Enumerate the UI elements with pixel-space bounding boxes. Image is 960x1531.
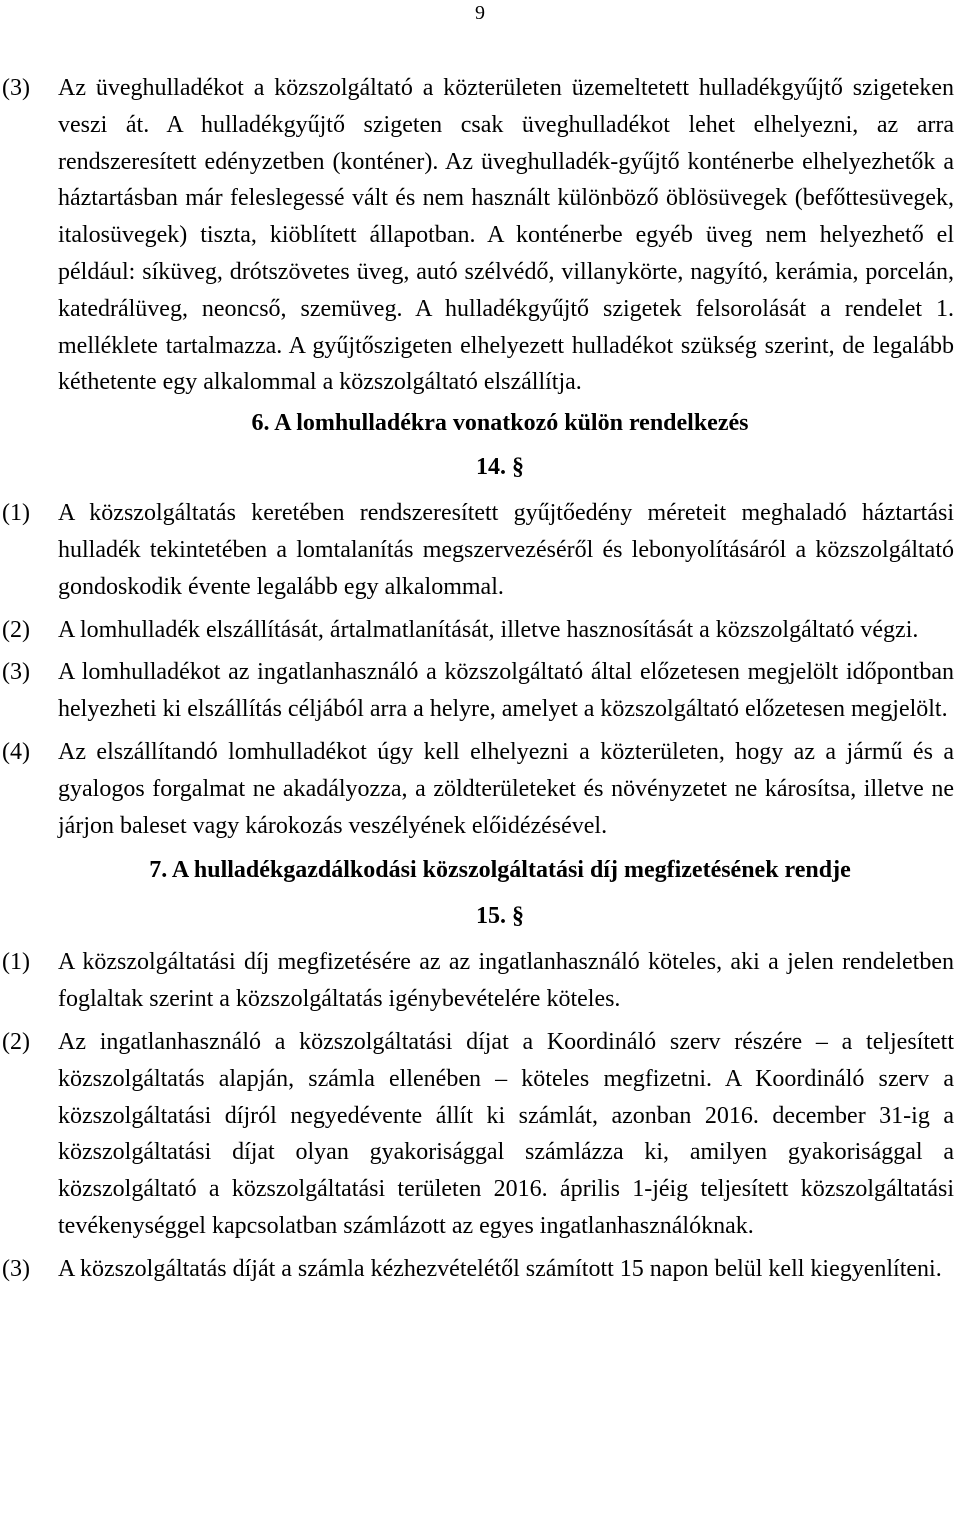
paragraph-number: (2) xyxy=(2,616,30,643)
paragraph-text: A közszolgáltatás keretében rendszeresített gyűjtőedény méreteit meghaladó háztartási hulladék tekintetében a lomtalanítás megszervezéséről és lebonyolításáról a közszolgáltató gondoskodik évente legalább egy alkalommal. xyxy=(58,500,954,600)
section-title-14: 14. § xyxy=(476,454,524,481)
paragraph-number: (1) xyxy=(2,949,30,976)
paragraph-text: A közszolgáltatási díj megfizetésére az az ingatlanhasználó köteles, aki a jelen rendeletben foglaltak szerint a közszolgáltatás igénybevételére köteles. xyxy=(58,949,954,1013)
page-number: 9 xyxy=(475,2,485,24)
document-body xyxy=(0,70,960,1294)
paragraph-number: (2) xyxy=(2,1028,30,1055)
paragraph-number: (1) xyxy=(2,500,30,527)
chapter-heading-7: 7. A hulladékgazdálkodási közszolgáltatási díj megfizetésének rendje xyxy=(149,857,851,884)
chapter-heading-6: 6. A lomhulladékra vonatkozó külön rendelkezés xyxy=(251,410,749,437)
paragraph-14-4 xyxy=(0,734,960,844)
paragraph-13-3 xyxy=(0,70,960,401)
paragraph-14-2 xyxy=(0,612,960,649)
paragraph-text: A közszolgáltatás díját a számla kézhezvételétől számított 15 napon belül kell kiegyenlíteni. xyxy=(58,1255,942,1282)
paragraph-text: A lomhulladék elszállítását, ártalmatlanítását, illetve hasznosítását a közszolgáltató végzi. xyxy=(58,616,919,643)
section-title-15: 15. § xyxy=(476,903,524,930)
paragraph-text: A lomhulladékot az ingatlanhasználó a közszolgáltató által előzetesen megjelölt időpontban helyezheti ki elszállítás céljából arra a helyre, amelyet a közszolgáltató előzetesen megjelölt. xyxy=(58,659,954,723)
paragraph-text: Az ingatlanhasználó a közszolgáltatási díjat a Koordináló szerv részére – a teljesített közszolgáltatás alapján, számla ellenében – köteles megfizetni. A Koordináló szerv a közszolgáltatási díjról negyedévente állít ki számlát, azonban 2016. december 31-ig a közszolgáltatási díjat olyan gyakorisággal számlázza ki, amilyen gyakorisággal a közszolgáltató a közszolgáltatási területen 2016. április 1-jéig teljesített közszolgáltatási tevékenységgel kapcsolatban számlázott az egyes ingatlanhasználóknak. xyxy=(58,1028,954,1239)
paragraph-14-1 xyxy=(0,495,960,605)
paragraph-15-3 xyxy=(0,1251,960,1288)
paragraph-number: (4) xyxy=(2,738,30,765)
paragraph-text: Az üveghulladékot a közszolgáltató a közterületen üzemeltetett hulladékgyűjtő szigeteken veszi át. A hulladékgyűjtő szigeten csak üveghulladékot lehet elhelyezni, az arra rendszeresített edényzetben (konténer). Az üveghulladék-gyűjtő konténerbe elhelyezhetők a háztartásban már feleslegessé vált és nem használt különböző öblösüvegek (befőttesüvegek, italosüvegek) tiszta, kiöblített állapotban. A konténerbe egyéb üveg nem helyezhető el például: síküveg, drótszövetes üveg, autó szélvédő, villanykörte, nagyító, kerámia, porcelán, katedrálüveg, neoncső, szemüveg. A hulladékgyűjtő szigetek felsorolását a rendelet 1. melléklete tartalmazza. A gyűjtőszigeten elhelyezett hulladékot szükség szerint, de legalább kéthetente egy alkalommal a közszolgáltató elszállítja. xyxy=(58,75,954,396)
paragraph-14-3 xyxy=(0,654,960,728)
paragraph-number: (3) xyxy=(2,659,30,686)
paragraph-15-2 xyxy=(0,1024,960,1245)
paragraph-number: (3) xyxy=(2,75,30,101)
paragraph-number: (3) xyxy=(2,1255,30,1282)
paragraph-15-1 xyxy=(0,944,960,1018)
paragraph-text: Az elszállítandó lomhulladékot úgy kell elhelyezni a közterületen, hogy az a jármű és a gyalogos forgalmat ne akadályozza, a zöldterületeket és növényzetet ne károsítsa, illetve ne járjon baleset vagy károkozás veszélyének előidézésével. xyxy=(58,738,954,839)
